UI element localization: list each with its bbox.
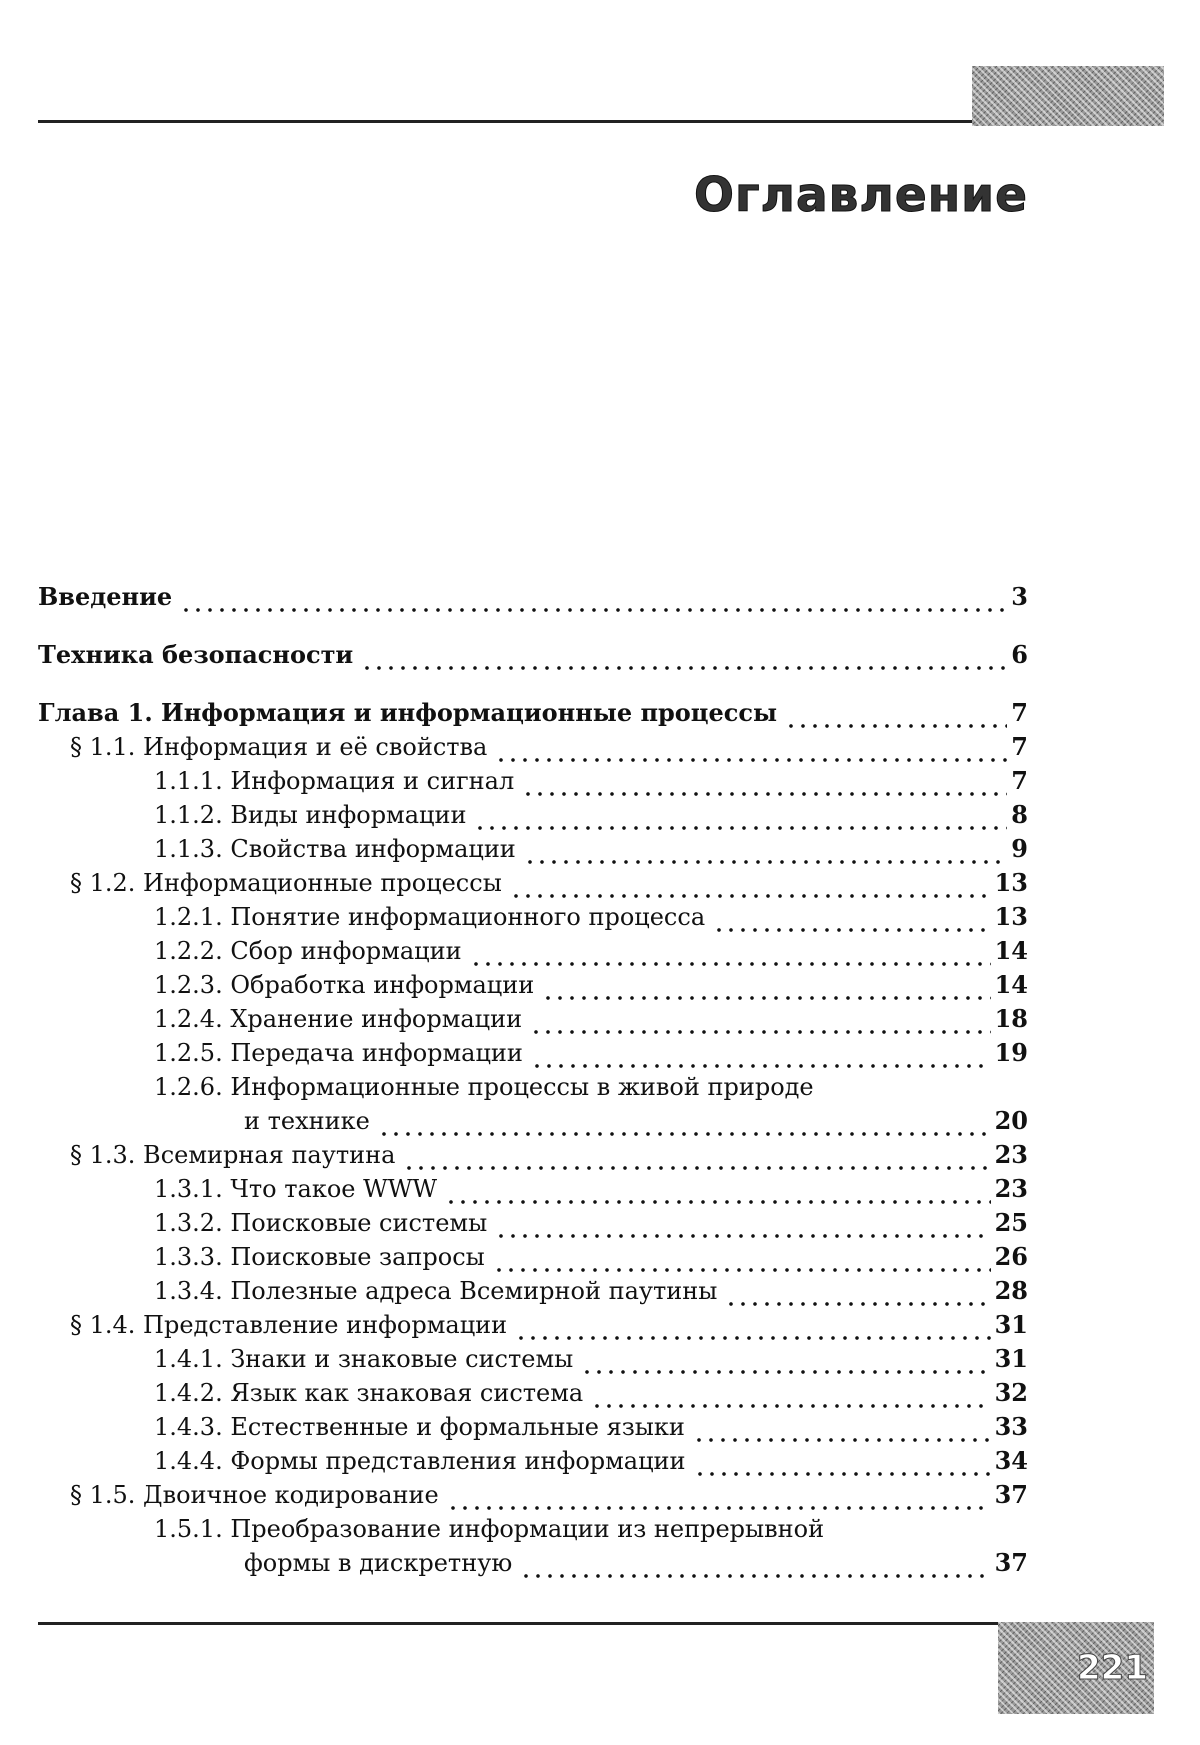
toc-leader-dots (531, 1036, 991, 1070)
toc-leader-dots (591, 1376, 990, 1410)
toc-entry-label: 1.3.1. Что такое WWW (154, 1175, 438, 1203)
toc-entry-page: 34 (994, 1446, 1028, 1475)
toc-entry-page: 8 (1011, 800, 1028, 829)
toc-entry (38, 832, 1028, 866)
toc-entry (38, 968, 1028, 1002)
toc-leader-dots (495, 730, 1007, 764)
toc-entry (38, 1478, 1028, 1512)
toc-entry-label: 1.4.3. Естественные и формальные языки (154, 1413, 685, 1441)
toc-entry-page: 18 (994, 1004, 1028, 1033)
toc-entry (38, 1206, 1028, 1240)
toc-entry (38, 1512, 1028, 1546)
toc-entry-label: § 1.3. Всемирная паутина (70, 1141, 396, 1169)
toc-leader-dots (581, 1342, 990, 1376)
toc-entry (38, 1410, 1028, 1444)
toc-entry (38, 580, 1028, 614)
page-title: Оглавление (694, 168, 1028, 223)
toc-entry-label: § 1.4. Представление информации (70, 1311, 508, 1339)
toc-entry-label: 1.5.1. Преобразование информации из непрерывной (154, 1515, 825, 1543)
toc-entry-label: § 1.1. Информация и её свойства (70, 733, 488, 761)
toc-entry (38, 730, 1028, 764)
toc-entry-page: 31 (994, 1310, 1028, 1339)
toc-entry (38, 1070, 1028, 1104)
toc-entry (38, 798, 1028, 832)
toc-leader-dots (520, 1546, 990, 1580)
toc-leader-dots (542, 968, 990, 1002)
toc-leader-dots (474, 798, 1007, 832)
toc-entry-page: 31 (994, 1344, 1028, 1373)
toc-leader-dots (493, 1240, 991, 1274)
toc-entry (38, 696, 1028, 730)
toc-leader-dots (378, 1104, 991, 1138)
toc-entry-page: 19 (994, 1038, 1028, 1067)
toc-leader-dots (530, 1002, 990, 1036)
toc-entry-page: 9 (1011, 834, 1028, 863)
toc-entry-page: 20 (994, 1106, 1028, 1135)
toc-entry-label: § 1.2. Информационные процессы (70, 869, 502, 897)
toc-entry (38, 1172, 1028, 1206)
toc-leader-dots (470, 934, 991, 968)
toc-entry-label: 1.2.4. Хранение информации (154, 1005, 523, 1033)
toc-entry-label: 1.1.2. Виды информации (154, 801, 467, 829)
top-rule (38, 120, 972, 123)
toc-entry-label: 1.4.1. Знаки и знаковые системы (154, 1345, 574, 1373)
toc-leader-dots (515, 1308, 990, 1342)
toc-entry-page: 7 (1011, 766, 1028, 795)
toc-entry-label: 1.2.5. Передача информации (154, 1039, 523, 1067)
toc-entry (38, 1376, 1028, 1410)
toc-entry-page: 7 (1011, 698, 1028, 727)
toc-entry (38, 934, 1028, 968)
toc-entry-page: 13 (994, 902, 1028, 931)
toc-leader-dots (510, 866, 991, 900)
toc-leader-dots (403, 1138, 990, 1172)
toc-entry-label: 1.1.3. Свойства информации (154, 835, 516, 863)
toc-entry-label: 1.2.3. Обработка информации (154, 971, 535, 999)
toc-leader-dots (693, 1410, 991, 1444)
toc-leader-dots (713, 900, 990, 934)
toc-entry-page: 32 (994, 1378, 1028, 1407)
toc-entry-label: Введение (38, 582, 173, 611)
toc-leader-dots (180, 580, 1007, 614)
toc-entry-page: 33 (994, 1412, 1028, 1441)
toc-entry-page: 23 (994, 1174, 1028, 1203)
toc-entry-label: 1.4.2. Язык как знаковая система (154, 1379, 584, 1407)
toc-entry (38, 1240, 1028, 1274)
top-decor-block (972, 66, 1164, 126)
toc-entry-page: 37 (994, 1480, 1028, 1509)
toc-entry (38, 1308, 1028, 1342)
toc-entry-page: 26 (994, 1242, 1028, 1271)
toc-entry-label: 1.4.4. Формы представления информации (154, 1447, 686, 1475)
toc-entry-label: Техника безопасности (38, 640, 354, 669)
toc-entry-label: 1.1.1. Информация и сигнал (154, 767, 515, 795)
toc-entry-label: 1.2.6. Информационные процессы в живой природе (154, 1073, 814, 1101)
toc-leader-dots (725, 1274, 990, 1308)
toc-entry-label: 1.2.1. Понятие информационного процесса (154, 903, 706, 931)
toc-entry-label: § 1.5. Двоичное кодирование (70, 1481, 439, 1509)
toc-entry (38, 1002, 1028, 1036)
toc-entry (38, 1138, 1028, 1172)
toc-leader-dots (524, 832, 1007, 866)
toc-entry-label: формы в дискретную (244, 1549, 513, 1577)
toc-entry (38, 1546, 1028, 1580)
toc-entry-page: 25 (994, 1208, 1028, 1237)
toc-entry (38, 638, 1028, 672)
toc-entry-page: 7 (1011, 732, 1028, 761)
toc-entry (38, 1342, 1028, 1376)
toc-entry-label: 1.3.2. Поисковые системы (154, 1209, 488, 1237)
toc-entry-page: 14 (994, 936, 1028, 965)
toc-entry-page: 23 (994, 1140, 1028, 1169)
toc-leader-dots (785, 696, 1007, 730)
toc-entry-page: 13 (994, 868, 1028, 897)
toc-leader-dots (447, 1478, 991, 1512)
bottom-rule (38, 1622, 998, 1625)
toc-entry (38, 866, 1028, 900)
toc-entry-page: 3 (1011, 582, 1028, 611)
toc-entry (38, 1444, 1028, 1478)
toc-leader-dots (495, 1206, 990, 1240)
toc-entry-page: 28 (994, 1276, 1028, 1305)
toc-entry-label: 1.3.4. Полезные адреса Всемирной паутины (154, 1277, 718, 1305)
toc-entry (38, 1104, 1028, 1138)
toc-entry-label: Глава 1. Информация и информационные процессы (38, 698, 778, 727)
toc-entry (38, 1036, 1028, 1070)
toc-entry-label: 1.3.3. Поисковые запросы (154, 1243, 485, 1271)
table-of-contents (38, 580, 1028, 1580)
toc-entry-page: 14 (994, 970, 1028, 999)
toc-entry-label: 1.2.2. Сбор информации (154, 937, 462, 965)
toc-leader-dots (445, 1172, 990, 1206)
page-number: 221 (1077, 1648, 1148, 1688)
toc-leader-dots (694, 1444, 991, 1478)
toc-leader-dots (522, 764, 1007, 798)
toc-entry (38, 764, 1028, 798)
toc-entry-label: и технике (244, 1107, 370, 1135)
toc-entry (38, 900, 1028, 934)
toc-entry-page: 37 (994, 1548, 1028, 1577)
toc-leader-dots (361, 638, 1007, 672)
toc-entry-page: 6 (1011, 640, 1028, 669)
toc-entry (38, 1274, 1028, 1308)
